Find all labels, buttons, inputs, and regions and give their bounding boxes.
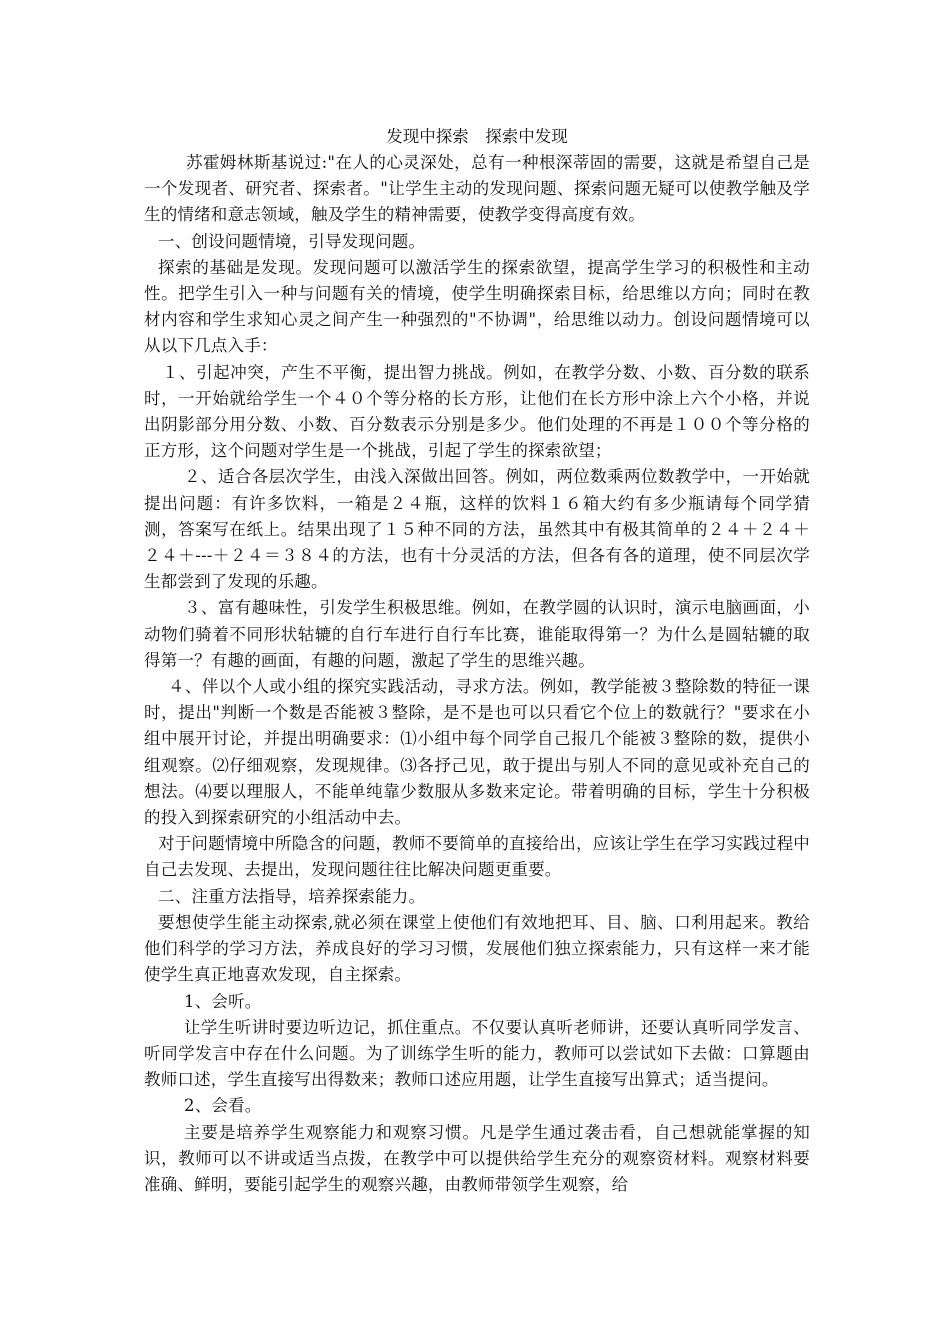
section-heading-1: 一、创设问题情境，引导发现问题。 [158,231,426,251]
subheading: 1、会听。 [184,991,262,1011]
paragraph: 探索的基础是发现。发现问题可以激活学生的探索欲望，提高学生学习的积极性和主动性。把学生引入一种与问题有关的情境，使学生明确探索目标，给思维以方向；同时在教材内容和学生求知心灵之间产生一种强烈的"不协调"，给思维以动力。创设问题情境可以从以下几点入手： [144,257,810,356]
paragraph: ２、适合各层次学生，由浅入深做出回答。例如，两位数乘两位数教学中，一开始就提出问题：有许多饮料，一箱是２４瓶，这样的饮料１６箱大约有多少瓶请每个同学猜测，答案写在纸上。结果出现了１５种不同的方法，虽然其中有极其简单的２４＋２４＋２４＋---＋２４＝３８４的方法，也有十分灵活的方法，但各有各的道理，使不同层次学生都尝到了发现的乐趣。 [144,467,810,592]
document-title: 发现中探索 探索中发现 [386,127,568,146]
paragraph: 要想使学生能主动探索,就必须在课堂上使他们有效地把耳、目、脑、口利用起来。教给他们科学的学习方法，养成良好的学习习惯，发展他们独立探索能力，只有这样一来才能使学生真正地喜欢发现，自主探索。 [144,912,810,985]
section-heading-2: 二、注重方法指导，培养探索能力。 [158,886,426,906]
paragraph: 对于问题情境中所隐含的问题，教师不要简单的直接给出，应该让学生在学习实践过程中自己去发现、去提出，发现问题往往比解决问题更重要。 [144,834,810,880]
paragraph: １、引起冲突，产生不平衡，提出智力挑战。例如，在教学分数、小数、百分数的联系时，一开始就给学生一个４０个等分格的长方形，让他们在长方形中涂上六个小格，并说出阴影部分用分数、小数、百分数表示分别是多少。他们处理的不再是１００个等分格的正方形，这个问题对学生是一个挑战，引起了学生的探索欲望； [144,362,810,461]
document-page [144,124,810,1198]
paragraph: ４、伴以个人或小组的探究实践活动，寻求方法。例如，教学能被３整除数的特征一课时，提出"判断一个数是否能被３整除，是不是也可以只看它个位上的数就行？"要求在小组中展开讨论，并提出明确要求：⑴小组中每个同学自己报几个能被３整除的数，提供小组观察。⑵仔细观察，发现规律。⑶各抒己见，敢于提出与别人不同的意见或补充自己的想法。⑷要以理服人，不能单纯靠少数服从多数来定论。带着明确的目标，学生十分积极的投入到探索研究的小组活动中去。 [144,677,810,828]
intro-paragraph: 苏霍姆林斯基说过:"在人的心灵深处，总有一种根深蒂固的需要，这就是希望自己是一个发现者、研究者、探索者。"让学生主动的发现问题、探索问题无疑可以使教学触及学生的情绪和意志领域，触及学生的精神需要，使教学变得高度有效。 [144,153,810,225]
subheading: 2、会看。 [184,1096,262,1116]
paragraph: ３、富有趣味性，引发学生积极思维。例如，在教学圆的认识时，演示电脑画面，小动物们骑着不同形状轱辘的自行车进行自行车比赛，谁能取得第一？为什么是圆轱辘的取得第一？有趣的画面，有趣的问题，激起了学生的思维兴趣。 [144,598,810,670]
paragraph: 让学生听讲时要边听边记，抓住重点。不仅要认真听老师讲，还要认真听同学发言、听同学发言中存在什么问题。为了训练学生听的能力，教师可以尝试如下去做：口算题由教师口述，学生直接写出得数来；教师口述应用题，让学生直接写出算式；适当提问。 [144,1017,810,1090]
paragraph: 主要是培养学生观察能力和观察习惯。凡是学生通过袭击看，自己想就能掌握的知识，教师可以不讲或适当点拨，在教学中可以提供给学生充分的观察资材料。观察材料要准确、鲜明，要能引起学生的观察兴趣，由教师带领学生观察，给 [144,1122,810,1194]
